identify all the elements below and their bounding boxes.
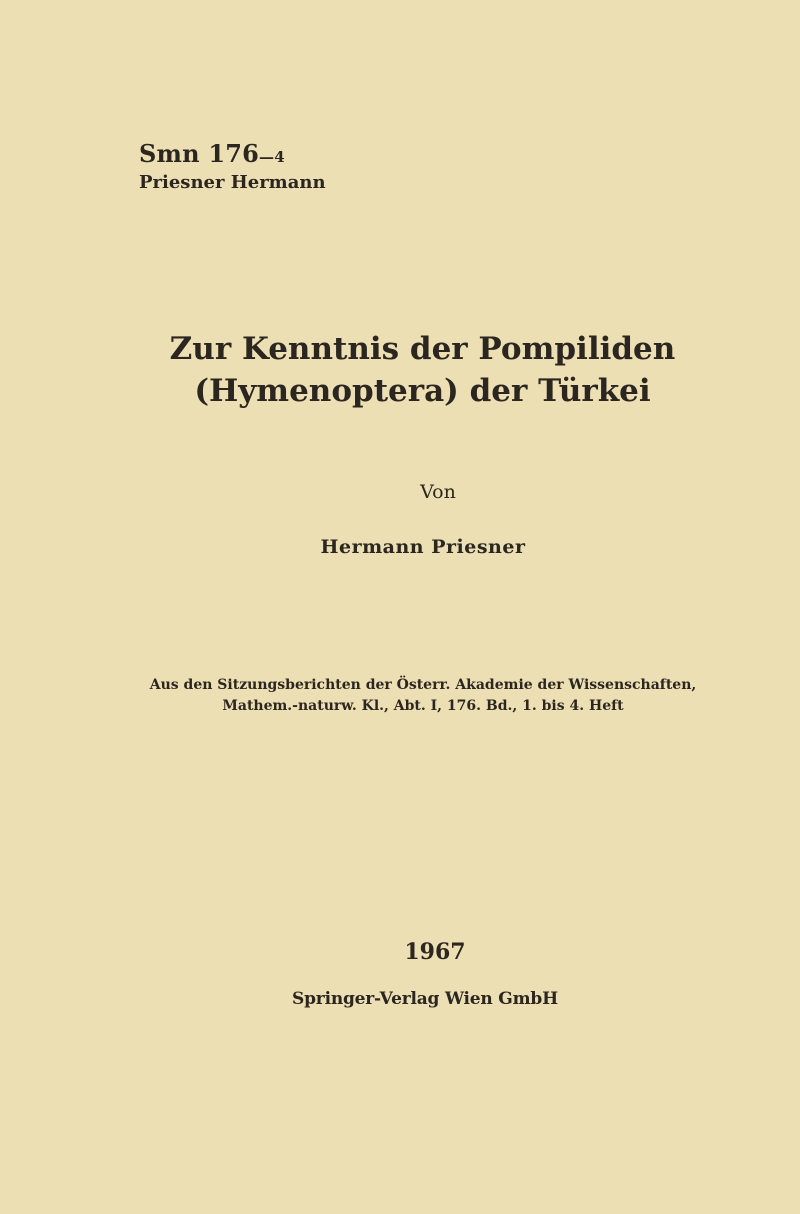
series-author: Priesner Hermann	[139, 172, 326, 193]
publisher: Springer-Verlag Wien GmbH	[292, 989, 558, 1009]
byline-author: Hermann Priesner	[320, 536, 526, 558]
series-number: —4	[259, 148, 285, 166]
title-line-1: Zur Kenntnis der Pompiliden	[169, 331, 676, 367]
book-title	[0, 328, 800, 412]
source-note	[0, 675, 800, 717]
title-line-2: (Hymenoptera) der Türkei	[194, 373, 651, 409]
source-line-1: Aus den Sitzungsberichten der Österr. Akademie der Wissenschaften,	[149, 677, 697, 693]
series-code-text: Smn 176	[139, 139, 260, 168]
source-line-2: Mathem.-naturw. Kl., Abt. I, 176. Bd., 1. bis 4. Heft	[222, 698, 624, 714]
publication-year: 1967	[404, 939, 466, 965]
byline-von: Von	[420, 481, 456, 503]
series-code	[139, 140, 285, 171]
